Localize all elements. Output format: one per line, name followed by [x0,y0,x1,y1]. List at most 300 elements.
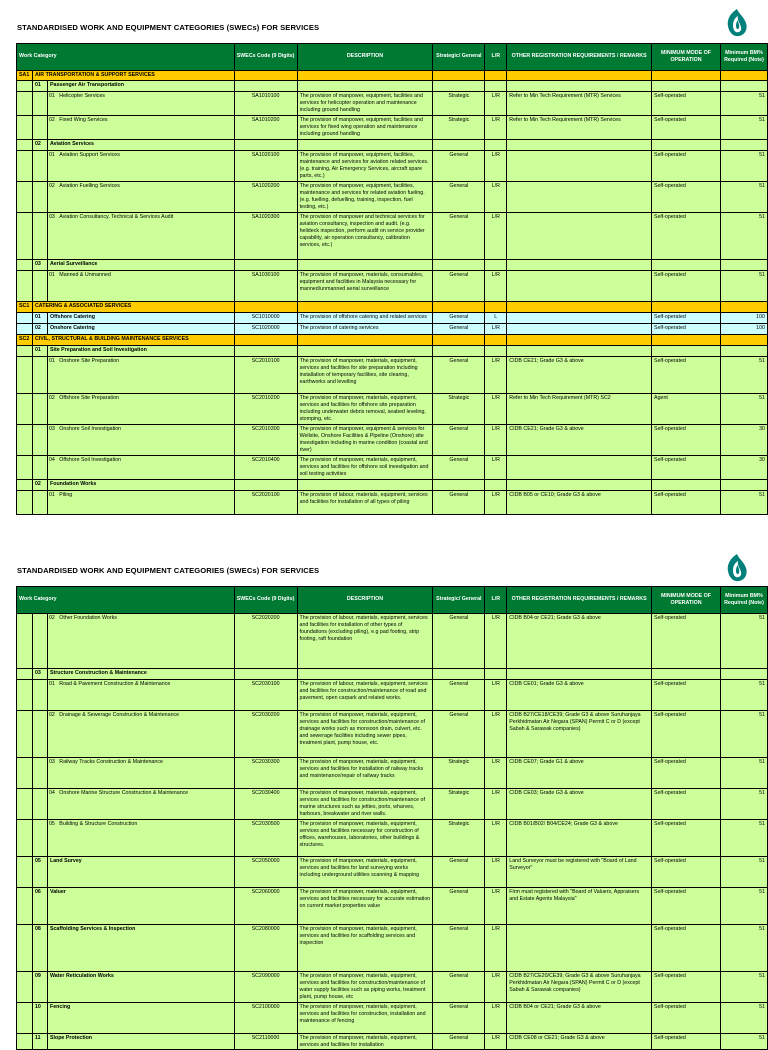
swec-code: SC2020200 [234,614,297,669]
mode-of-operation: Self-operated [652,758,721,789]
swec-code: SA1020100 [234,151,297,182]
empty-cell [297,140,433,151]
section-filler [720,335,767,346]
description: The provision of labour, materials, equipment, services and facilities for installation of all types of piling [297,491,433,515]
indent-cell [17,789,33,820]
strategic-general: Strategic [433,758,485,789]
empty-cell [507,260,652,271]
strategic-general: General [433,614,485,669]
lr: L/R [485,820,507,857]
indent-cell [17,925,33,972]
indent-cell [17,260,33,271]
other-requirements [507,324,652,335]
table-row [17,456,768,480]
indent-cell [17,213,33,260]
empty-cell [720,81,767,92]
indent-cell [17,711,33,758]
minimum-bm: 100 [720,313,767,324]
item-label [47,394,234,425]
other-requirements: CIDB B27/CE20/CE39; Grade G3 & above Suruhanjaya Perkhidmatan Air Negara (SPAN) Permit C or D (except Sabah & Sarawak companies) [507,972,652,1003]
indent-cell [17,425,33,456]
mode-of-operation: Self-operated [652,789,721,820]
item-name: Piling [59,492,73,498]
section-filler [297,71,433,81]
table-row [17,888,768,925]
mode-of-operation: Self-operated [652,271,721,302]
mode-of-operation: Self-operated [652,425,721,456]
table-row [17,711,768,758]
table-row [17,1003,768,1034]
subsection-name: Site Preparation and Soil Investigation [47,346,234,357]
minimum-bm: 51 [720,857,767,888]
mode-of-operation: Self-operated [652,925,721,972]
subsection-name: Passenger Air Transportation [47,81,234,92]
item-code: 02 [48,117,55,123]
other-requirements: CIDB B04 or CE21; Grade G3 & above [507,1003,652,1034]
item-name: Onshore Soil Investigation [59,426,122,432]
description: The provision of manpower, equipment, facilities, maintenance and services for related aviation fueling. (e.g. fuelling, defuelling, training, inspection, fuel testing, etc.) [297,182,433,213]
other-requirements: CIDB CE01; Grade G3 & above [507,680,652,711]
mode-of-operation: Self-operated [652,116,721,140]
table-row [17,182,768,213]
minimum-bm: 30 [720,425,767,456]
swec-code: SC2020100 [234,491,297,515]
description: The provision of offshore catering and related services [297,313,433,324]
description: The provision of manpower, equipment, facilities and services for helicopter operation and maintenance including ground handling [297,92,433,116]
other-requirements [507,271,652,302]
subsection-name: Structure Construction & Maintenance [47,669,234,680]
minimum-bm: 51 [720,1034,767,1050]
minimum-bm: 51 [720,116,767,140]
header-mode: MINIMUM MODE OF OPERATION [652,44,721,71]
other-requirements [507,313,652,324]
section-filler [652,302,721,313]
subsection-row [17,669,768,680]
indent-cell [17,888,33,925]
item-label [47,271,234,302]
empty-cell [297,346,433,357]
table-row [17,1034,768,1050]
mode-of-operation: Self-operated [652,456,721,480]
lr: L/R [485,456,507,480]
indent-cell-2 [32,271,47,302]
swec-code: SA1010100 [234,92,297,116]
table-row [17,92,768,116]
swec-code: SC2010400 [234,456,297,480]
lr: L/R [485,758,507,789]
item-code: 08 [32,925,47,972]
description: The provision of manpower, materials, equipment, services and facilities for offshore soil investigation and soil testing activities [297,456,433,480]
table-row [17,857,768,888]
description: The provision of manpower, materials, equipment, services and facilities for construction/maintenance of marine structures such as jetties, ports, wharves, harbours, breakwater and river walls. [297,789,433,820]
item-label [47,789,234,820]
item-name: Offshore Soil Investigation [59,457,122,463]
subsection-name: Aerial Surveillance [47,260,234,271]
indent-cell-2 [32,151,47,182]
document-page-2 [0,547,768,1048]
description: The provision of manpower, equipment & services for Wellsite, Onshore Facilities & Pipeline (Onshore) site investigation including in marine condition (coastal and river) [297,425,433,456]
description: The provision of manpower, equipment, facilities, maintenance and services for aviation related services. (e.g. training, Air Emergency Services, aircraft spare parts, etc.) [297,151,433,182]
swec-code: SC2010200 [234,394,297,425]
section-filler [297,335,433,346]
table-row [17,213,768,260]
indent-cell-2 [32,456,47,480]
description: The provision of labour, materials, equipment, services and facilities for installation of other types of foundations (excluding piling), e.g pad footing, strip footing, raft foundation [297,614,433,669]
mode-of-operation: Self-operated [652,680,721,711]
strategic-general: General [433,1034,485,1050]
indent-cell [17,680,33,711]
item-code: 02 [48,615,55,621]
swec-code: SA1020300 [234,213,297,260]
mode-of-operation: Self-operated [652,151,721,182]
item-label [47,92,234,116]
subsection-code: 02 [32,480,47,491]
table-row [17,758,768,789]
item-code: 11 [32,1034,47,1050]
swec-code: SC1020000 [234,324,297,335]
empty-cell [720,346,767,357]
item-code: 05 [32,857,47,888]
other-requirements [507,151,652,182]
other-requirements: CIDB CE03; Grade G3 & above [507,789,652,820]
indent-cell [17,92,33,116]
indent-cell [17,972,33,1003]
lr: L/R [485,1034,507,1050]
subsection-row [17,480,768,491]
section-filler [720,302,767,313]
strategic-general: Strategic [433,789,485,820]
item-name: Manned & Unmanned [59,272,111,278]
lr: L/R [485,182,507,213]
item-label [47,456,234,480]
indent-cell [17,857,33,888]
petronas-logo-icon [724,8,750,38]
swec-table-page-1 [16,43,768,515]
indent-cell-2 [32,789,47,820]
table-header-row-2 [17,587,768,614]
indent-cell [17,456,33,480]
item-code: 01 [48,152,55,158]
empty-cell [485,81,507,92]
lr: L/R [485,491,507,515]
empty-cell [234,669,297,680]
page-title-2: STANDARDISED WORK AND EQUIPMENT CATEGORIES (SWECs) FOR SERVICES [17,566,320,575]
strategic-general: General [433,182,485,213]
empty-cell [507,346,652,357]
minimum-bm: 51 [720,711,767,758]
swec-code: SA1010200 [234,116,297,140]
lr: L/R [485,357,507,394]
item-code: 09 [32,972,47,1003]
swec-code: SC2030400 [234,789,297,820]
table-row [17,151,768,182]
subsection-code: 03 [32,669,47,680]
section-code: SC2 [17,335,33,346]
indent-cell-2 [32,820,47,857]
empty-cell [234,260,297,271]
swec-table-page-2 [16,586,768,1050]
section-filler [652,71,721,81]
other-requirements: Refer to Min Tech Requirement (MTR) SC2 [507,394,652,425]
strategic-general: Strategic [433,116,485,140]
item-name: Building & Structure Construction [59,821,138,827]
indent-cell-2 [32,614,47,669]
item-code: 03 [48,759,55,765]
section-code: SA1 [17,71,33,81]
item-label [47,680,234,711]
other-requirements: CIDB CE07; Grade G1 & above [507,758,652,789]
empty-cell [234,480,297,491]
item-code: 01 [48,272,55,278]
subsection-code: 03 [32,260,47,271]
description: The provision of manpower, materials, equipment, services and facilities for installation [297,1034,433,1050]
indent-cell [17,313,33,324]
empty-cell [507,81,652,92]
header-other-req: OTHER REGISTRATION REQUIREMENTS / REMARKS [507,587,652,614]
indent-cell [17,81,33,92]
strategic-general: General [433,925,485,972]
item-code: 02 [48,395,55,401]
section-row [17,302,768,313]
item-label [47,820,234,857]
table-row [17,614,768,669]
section-filler [234,71,297,81]
item-label [47,116,234,140]
indent-cell-2 [32,182,47,213]
other-requirements: CIDB CE21; Grade G3 & above [507,357,652,394]
item-code: 01 [48,681,55,687]
lr: L/R [485,857,507,888]
section-filler [507,335,652,346]
strategic-general: General [433,456,485,480]
empty-cell [720,669,767,680]
table-row [17,491,768,515]
strategic-general: General [433,888,485,925]
strategic-general: General [433,151,485,182]
mode-of-operation: Self-operated [652,972,721,1003]
swec-code: SC2100000 [234,1003,297,1034]
mode-of-operation: Self-operated [652,313,721,324]
item-code: 10 [32,1003,47,1034]
indent-cell [17,669,33,680]
indent-cell [17,182,33,213]
strategic-general: Strategic [433,92,485,116]
section-name: CIVIL, STRUCTURAL & BUILDING MAINTENANCE SERVICES [32,335,234,346]
subsection-name: Foundation Works [47,480,234,491]
indent-cell-2 [32,116,47,140]
strategic-general: General [433,1003,485,1034]
mode-of-operation: Self-operated [652,820,721,857]
item-code: 01 [32,313,47,324]
item-code: 05 [48,821,55,827]
swec-code: SA1030100 [234,271,297,302]
header-lr: L/R [485,44,507,71]
item-code: 06 [32,888,47,925]
minimum-bm: 51 [720,972,767,1003]
item-name: Offshore Catering [47,313,234,324]
empty-cell [485,346,507,357]
petronas-logo [722,8,752,47]
header-mode: MINIMUM MODE OF OPERATION [652,587,721,614]
empty-cell [720,140,767,151]
empty-cell [652,81,721,92]
description: The provision of manpower, materials, equipment, services and facilities for installation of railway tracks and maintenance/repair of railway tracks [297,758,433,789]
section-filler [433,71,485,81]
table-row [17,680,768,711]
item-label [47,357,234,394]
header-bm: Minimum BM% Required (Note) [720,44,767,71]
other-requirements [507,213,652,260]
empty-cell [652,140,721,151]
other-requirements: CIDB B27/CE18/CE39; Grade G3 & above Suruhanjaya Perkhidmatan Air Negara (SPAN) Permit C or D (except Sabah & Sarawak companies) [507,711,652,758]
section-filler [234,302,297,313]
description: The provision of manpower, materials, equipment, services and facilities for construction/maintenance of water supply facilities such as piping works, treatment plant, pump house, etc [297,972,433,1003]
other-requirements [507,456,652,480]
indent-cell-2 [32,711,47,758]
mode-of-operation: Self-operated [652,357,721,394]
lr: L/R [485,972,507,1003]
lr: L/R [485,711,507,758]
subsection-code: 01 [32,346,47,357]
item-label [47,182,234,213]
swec-code: SC2030200 [234,711,297,758]
description: The provision of manpower, materials, equipment, services and facilities for offshore site preparation including underwater debris removal, seabed leveling, stomping, etc. [297,394,433,425]
other-requirements: CIDB CE21; Grade G3 & above [507,425,652,456]
strategic-general: General [433,425,485,456]
lr: L/R [485,680,507,711]
table-row [17,394,768,425]
other-requirements: CIDB B01/B02/ B04/CE24; Grade G3 & above [507,820,652,857]
item-name: Helicopter Services [59,93,105,99]
header-strategic: Strategic/ General [433,44,485,71]
description: The provision of catering services [297,324,433,335]
mode-of-operation: Self-operated [652,1003,721,1034]
item-label [47,758,234,789]
item-code: 03 [48,214,55,220]
empty-cell [652,480,721,491]
indent-cell [17,480,33,491]
indent-cell-2 [32,357,47,394]
section-filler [485,335,507,346]
description: The provision of manpower, materials, consumables, equipment and facilities in Malaysia necessary for manned/unmanned aerial surveillance [297,271,433,302]
lr: L/R [485,789,507,820]
item-code: 01 [48,492,55,498]
lr: L/R [485,394,507,425]
lr: L/R [485,116,507,140]
strategic-general: General [433,324,485,335]
description: The provision of manpower and technical services for aviation consultancy, inspection and audit. (e.g. helideck inspection, perform audit on service provider capability, air operation consultancy, calibration services, etc.) [297,213,433,260]
minimum-bm: 51 [720,680,767,711]
swec-code: SC2110000 [234,1034,297,1050]
table-row [17,324,768,335]
minimum-bm: 51 [720,1003,767,1034]
lr: L/R [485,213,507,260]
lr: L/R [485,151,507,182]
section-filler [485,302,507,313]
section-name: AIR TRANSPORTATION & SUPPORT SERVICES [32,71,234,81]
other-requirements: Firm must registered with "Board of Valuers, Appraisers and Estate Agents Malaysia" [507,888,652,925]
lr: L/R [485,1003,507,1034]
other-requirements [507,182,652,213]
subsection-code: 01 [32,81,47,92]
strategic-general: Strategic [433,394,485,425]
strategic-general: General [433,491,485,515]
section-filler [507,71,652,81]
strategic-general: General [433,972,485,1003]
table-row [17,116,768,140]
table-header-row [17,44,768,71]
item-code: 04 [48,790,55,796]
section-filler [485,71,507,81]
section-filler [297,302,433,313]
indent-cell [17,140,33,151]
minimum-bm: 51 [720,820,767,857]
mode-of-operation: Self-operated [652,213,721,260]
indent-cell-2 [32,394,47,425]
minimum-bm: 51 [720,92,767,116]
item-name: Offshore Site Preparation [59,395,119,401]
indent-cell [17,820,33,857]
section-filler [433,335,485,346]
lr: L/R [485,888,507,925]
item-name: Aviation Consultancy, Technical & Services Audit [59,214,174,220]
item-name: Fixed Wing Services [59,117,108,123]
description: The provision of labour, materials, equipment, services and facilities for construction/maintenance of road and pavement, open carpark and related works. [297,680,433,711]
description: The provision of manpower, equipment, facilities and services for fixed wing operation and maintenance including ground handling [297,116,433,140]
page-title: STANDARDISED WORK AND EQUIPMENT CATEGORIES (SWECs) FOR SERVICES [17,23,320,32]
minimum-bm: 51 [720,888,767,925]
indent-cell-2 [32,680,47,711]
strategic-general: General [433,271,485,302]
item-code: 03 [48,426,55,432]
indent-cell-2 [32,92,47,116]
empty-cell [507,140,652,151]
item-name: Valuer [47,888,234,925]
indent-cell-2 [32,491,47,515]
other-requirements: CIDB B05 or CE10; Grade G3 & above [507,491,652,515]
mode-of-operation: Self-operated [652,92,721,116]
section-filler [652,335,721,346]
header-work-category: Work Category [17,44,235,71]
indent-cell [17,491,33,515]
header-swec-code: SWECs Code (9 Digits) [234,44,297,71]
item-name: Railway Tracks Construction & Maintenance [59,759,163,765]
item-name: Slope Protection [47,1034,234,1050]
item-label [47,614,234,669]
item-name: Onshore Marine Structure Construction & Maintenance [59,790,189,796]
minimum-bm: 30 [720,456,767,480]
indent-cell-2 [32,213,47,260]
empty-cell [507,480,652,491]
mode-of-operation: Self-operated [652,324,721,335]
empty-cell [433,260,485,271]
strategic-general: General [433,313,485,324]
empty-cell [485,260,507,271]
item-label [47,711,234,758]
minimum-bm: 51 [720,491,767,515]
table-row [17,972,768,1003]
mode-of-operation: Self-operated [652,1034,721,1050]
strategic-general: General [433,711,485,758]
header-swec-code: SWECs Code (9 Digits) [234,587,297,614]
petronas-logo-icon [724,553,750,583]
empty-cell [234,81,297,92]
swec-code: SC2060000 [234,888,297,925]
item-name: Road & Pavement Construction & Maintenance [59,681,171,687]
item-code: 01 [48,358,55,364]
swec-code: SC2080000 [234,925,297,972]
item-name: Aviation Support Services [59,152,120,158]
